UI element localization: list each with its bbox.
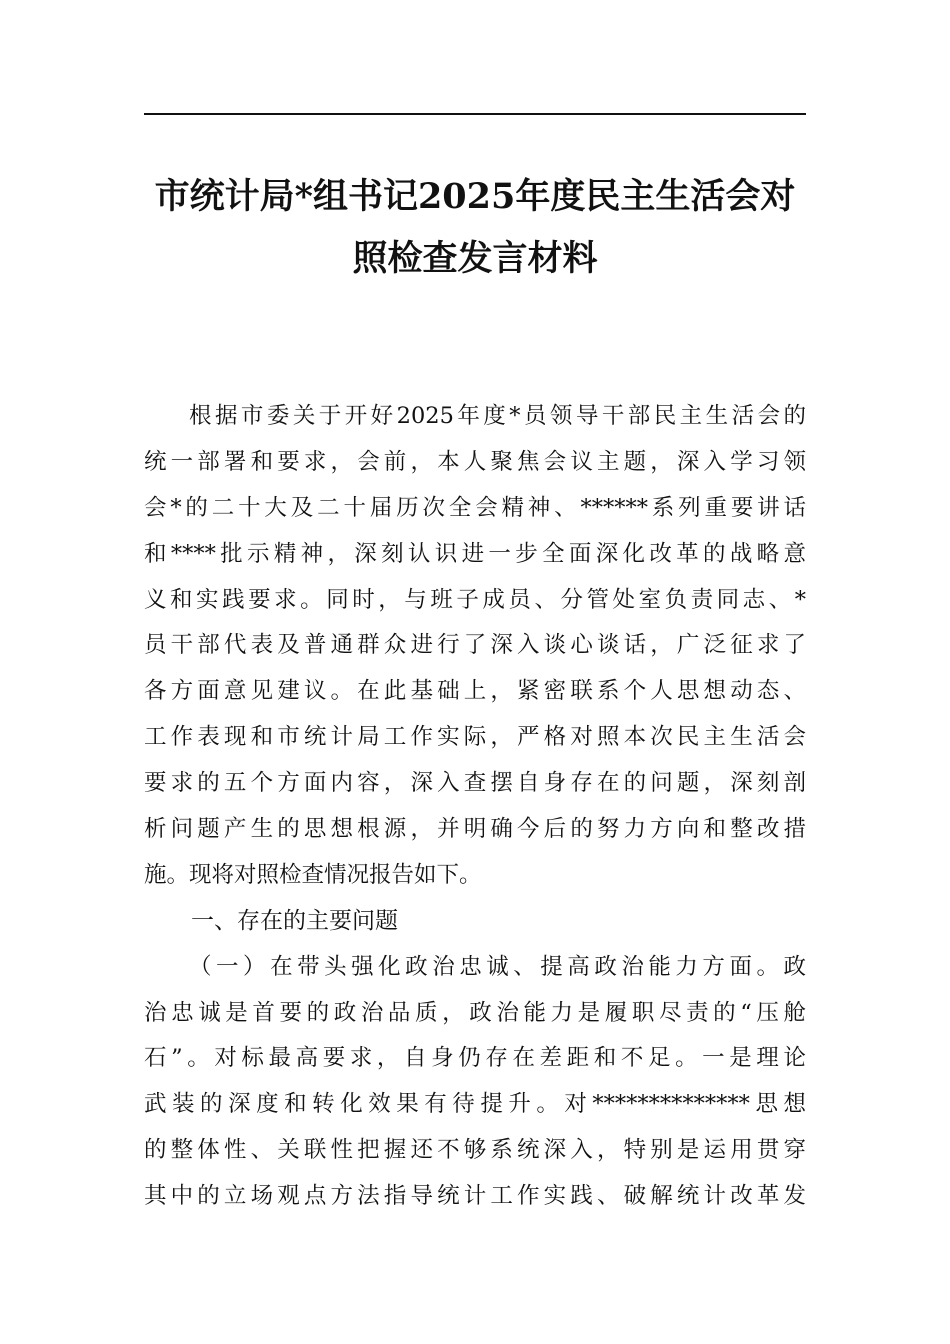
section-heading: 一、存在的主要问题 — [191, 907, 398, 934]
title-line-2: 照检查发言材料 — [352, 238, 598, 279]
document-title — [144, 166, 806, 290]
paragraph-line: （一）在带头强化政治忠诚、提高政治能力方面。政 — [189, 953, 806, 980]
paragraph-line: 根据市委关于开好2025年度*员领导干部民主生活会的 — [189, 403, 806, 429]
paragraph-line: 会*的二十大及二十届历次全会精神、******系列重要讲话 — [144, 494, 806, 521]
paragraph-line: 各方面意见建议。在此基础上，紧密联系个人思想动态、 — [144, 678, 806, 705]
paragraph-line: 员干部代表及普通群众进行了深入谈心谈话，广泛征求了 — [144, 632, 806, 659]
paragraph-line: 统一部署和要求，会前，本人聚焦会议主题，深入学习领 — [144, 448, 806, 475]
paragraph-line: 析问题产生的思想根源，并明确今后的努力方向和整改措 — [144, 816, 806, 843]
paragraph-line: 要求的五个方面内容，深入查摆自身存在的问题，深刻剖 — [144, 770, 806, 797]
paragraph-line: 治忠诚是首要的政治品质，政治能力是履职尽责的“压舱 — [144, 999, 806, 1026]
paragraph-line: 的整体性、关联性把握还不够系统深入，特别是运用贯穿 — [144, 1137, 806, 1164]
paragraph-line: 和****批示精神，深刻认识进一步全面深化改革的战略意 — [144, 540, 806, 567]
paragraph-line: 武装的深度和转化效果有待提升。对**************思想 — [144, 1091, 806, 1118]
paragraph-line: 其中的立场观点方法指导统计工作实践、破解统计改革发 — [144, 1183, 806, 1210]
document-body — [144, 394, 806, 1220]
paragraph-line: 石”。对标最高要求，自身仍存在差距和不足。一是理论 — [144, 1045, 806, 1072]
paragraph-line: 工作表现和市统计局工作实际，严格对照本次民主生活会 — [144, 724, 806, 751]
paragraph-line: 义和实践要求。同时，与班子成员、分管处室负责同志、* — [144, 586, 806, 613]
paragraph-line: 施。现将对照检查情况报告如下。 — [144, 861, 482, 888]
title-line-1: 市统计局*组书记2025年度民主生活会对 — [154, 176, 796, 217]
header-rule — [144, 113, 806, 115]
